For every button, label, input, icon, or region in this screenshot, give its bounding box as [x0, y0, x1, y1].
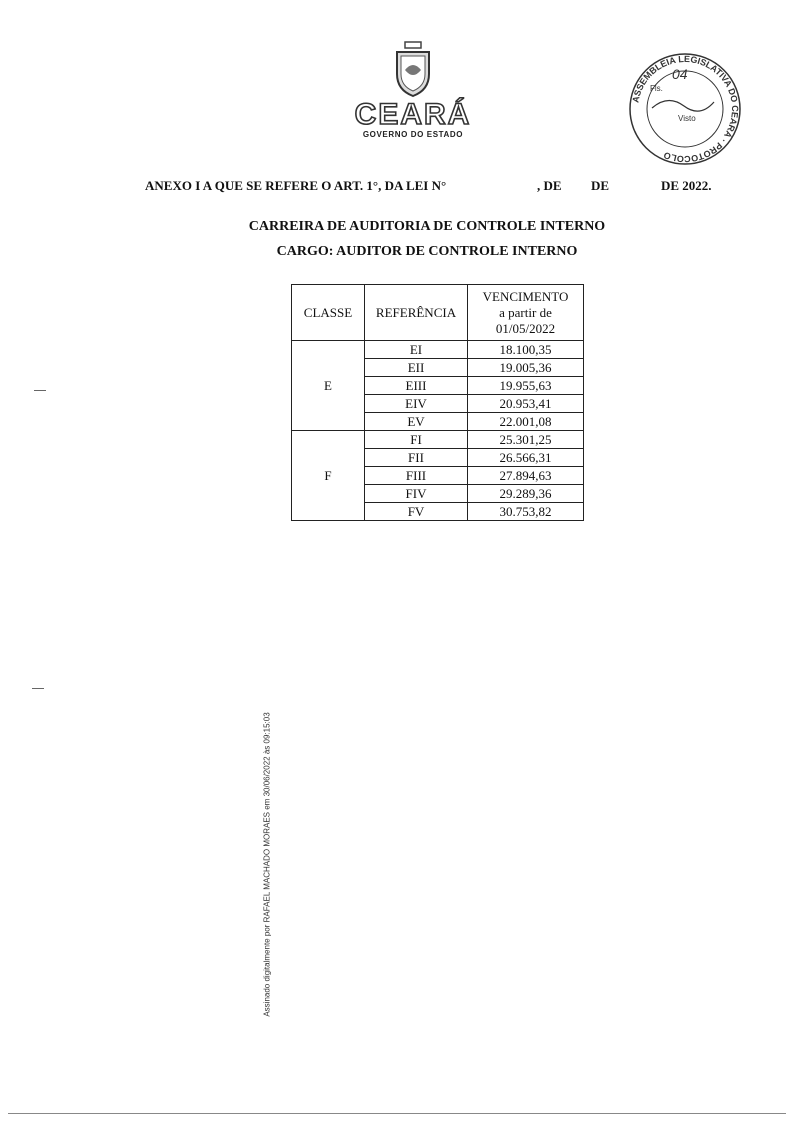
- stamp-number: 04: [672, 66, 688, 82]
- table-row: [292, 341, 584, 359]
- referencia-cell: FIII: [365, 467, 468, 485]
- annex-text-3: DE: [591, 178, 610, 193]
- referencia-cell: FV: [365, 503, 468, 521]
- header-vencimento-line1: VENCIMENTO: [482, 288, 569, 304]
- header-classe: CLASSE: [292, 285, 365, 341]
- state-logo: [348, 40, 478, 150]
- vencimento-cell: 30.753,82: [468, 503, 584, 521]
- bottom-rule: [8, 1113, 786, 1114]
- referencia-cell: EII: [365, 359, 468, 377]
- stamp-ring-text: ASSEMBLEIA LEGISLATIVA DO CEARÁ · PROTOCOLO: [630, 53, 741, 165]
- table-row: [292, 431, 584, 449]
- scan-mark: [34, 390, 46, 391]
- position-title: CARGO: AUDITOR DE CONTROLE INTERNO: [276, 244, 578, 259]
- stamp-visto: Visto: [678, 114, 696, 123]
- table-header-row: [292, 285, 584, 341]
- vencimento-cell: 20.953,41: [468, 395, 584, 413]
- vencimento-cell: 19.005,36: [468, 359, 584, 377]
- referencia-cell: FII: [365, 449, 468, 467]
- classe-cell: F: [292, 431, 365, 521]
- annex-text-4: DE 2022.: [661, 178, 712, 193]
- header-vencimento-line3: 01/05/2022: [495, 320, 556, 336]
- vencimento-cell: 25.301,25: [468, 431, 584, 449]
- referencia-cell: FI: [365, 431, 468, 449]
- vencimento-cell: 19.955,63: [468, 377, 584, 395]
- vencimento-cell: 26.566,31: [468, 449, 584, 467]
- salary-table: [291, 284, 584, 521]
- digital-signature-note: Assinado digitalmente por RAFAEL MACHADO MORAES em 30/06/2022 às 09:15:03: [262, 712, 272, 1017]
- referencia-cell: EIII: [365, 377, 468, 395]
- vencimento-cell: 22.001,08: [468, 413, 584, 431]
- annex-heading: [145, 178, 725, 196]
- vencimento-cell: 18.100,35: [468, 341, 584, 359]
- career-title: CARREIRA DE AUDITORIA DE CONTROLE INTERNO: [248, 219, 606, 234]
- referencia-cell: EV: [365, 413, 468, 431]
- scan-mark: [32, 688, 44, 689]
- header-vencimento: [468, 285, 584, 341]
- header-referencia: REFERÊNCIA: [365, 285, 468, 341]
- vencimento-cell: 29.289,36: [468, 485, 584, 503]
- coat-of-arms-icon: [391, 40, 435, 98]
- brand-name: CEARÁ: [354, 98, 472, 131]
- referencia-cell: FIV: [365, 485, 468, 503]
- annex-text-2: , DE: [537, 178, 562, 193]
- brand-subtitle: GOVERNO DO ESTADO: [362, 130, 464, 139]
- vencimento-cell: 27.894,63: [468, 467, 584, 485]
- referencia-cell: EIV: [365, 395, 468, 413]
- referencia-cell: EI: [365, 341, 468, 359]
- stamp-fls: Fls.: [650, 84, 663, 93]
- annex-text-1: ANEXO I A QUE SE REFERE O ART. 1°, DA LEI N°: [145, 178, 447, 193]
- header-vencimento-line2: a partir de: [499, 304, 552, 320]
- protocol-stamp: [628, 52, 742, 166]
- classe-cell: E: [292, 341, 365, 431]
